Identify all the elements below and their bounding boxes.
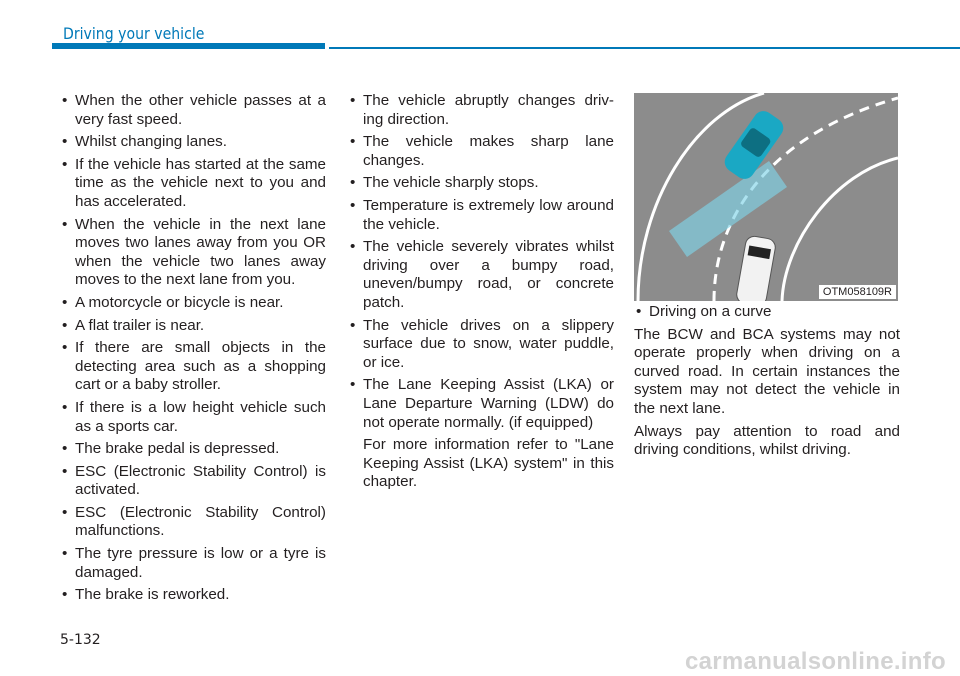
watermark: carmanualsonline.info	[684, 648, 946, 675]
header-rule-thick	[52, 43, 325, 49]
list-item: • The vehicle severely vibrates whilst driving over a bumpy road, uneven/bumpy road, or concrete patch.	[348, 238, 614, 312]
reference-note: For more information refer to "Lane Keeping Assist (LKA) system" in this chapter.	[363, 436, 614, 491]
curve-road-illustration	[634, 93, 898, 301]
list-item: • Temperature is extremely low around the vehicle.	[348, 197, 614, 234]
list-item: • When the other vehicle passes at a very fast speed.	[60, 92, 326, 129]
list-item: • ESC (Electronic Stability Control) is activated.	[60, 463, 326, 500]
list-item: • If the vehicle has started at the same time as the vehicle next to you and has accelerated.	[60, 156, 326, 212]
column-1	[60, 92, 326, 609]
list-item: • A motorcycle or bicycle is near.	[60, 294, 326, 313]
list-item: • The vehicle makes sharp lane changes.	[348, 133, 614, 170]
header-rule-thin	[329, 47, 960, 49]
list-item: • If there are small objects in the detecting area such as a shopping cart or a baby stroller.	[60, 339, 326, 395]
list-item: • The brake pedal is depressed.	[60, 440, 326, 459]
page-number: 5-132	[60, 632, 101, 648]
list-item: • Driving on a curve	[634, 303, 900, 322]
list-item: • A flat trailer is near.	[60, 317, 326, 336]
column-3	[634, 303, 900, 464]
list-item: • The vehicle sharply stops.	[348, 174, 614, 193]
paragraph: Always pay attention to road and driving conditions, whilst driving.	[634, 422, 900, 459]
paragraph: The BCW and BCA systems may not operate properly when driving on a curved road. In certain instances the system may not detect the vehicle in the next lane.	[634, 325, 900, 417]
list-item: • The brake is reworked.	[60, 586, 326, 605]
road-diagram	[634, 93, 898, 301]
list-item: • The tyre pressure is low or a tyre is damaged.	[60, 545, 326, 582]
column-2	[348, 92, 614, 496]
list-item: • ESC (Electronic Stability Control) malfunctions.	[60, 504, 326, 541]
figure-code: OTM058109R	[819, 285, 896, 299]
list-item: • Whilst changing lanes.	[60, 133, 326, 152]
list-item: • The Lane Keeping Assist (LKA) or Lane Departure Warning (LDW) do not operate normally. (if equipped)	[348, 376, 614, 432]
list-item: • When the vehicle in the next lane moves two lanes away from you OR when the vehicle two lanes away moves to the next lane from you.	[60, 216, 326, 290]
list-item: • If there is a low height vehicle such as a sports car.	[60, 399, 326, 436]
list-item: • The vehicle abruptly changes driv-ing direction.	[348, 92, 614, 129]
list-item: • The vehicle drives on a slippery surface due to snow, water puddle, or ice.	[348, 317, 614, 373]
section-title: Driving your vehicle	[63, 24, 205, 43]
